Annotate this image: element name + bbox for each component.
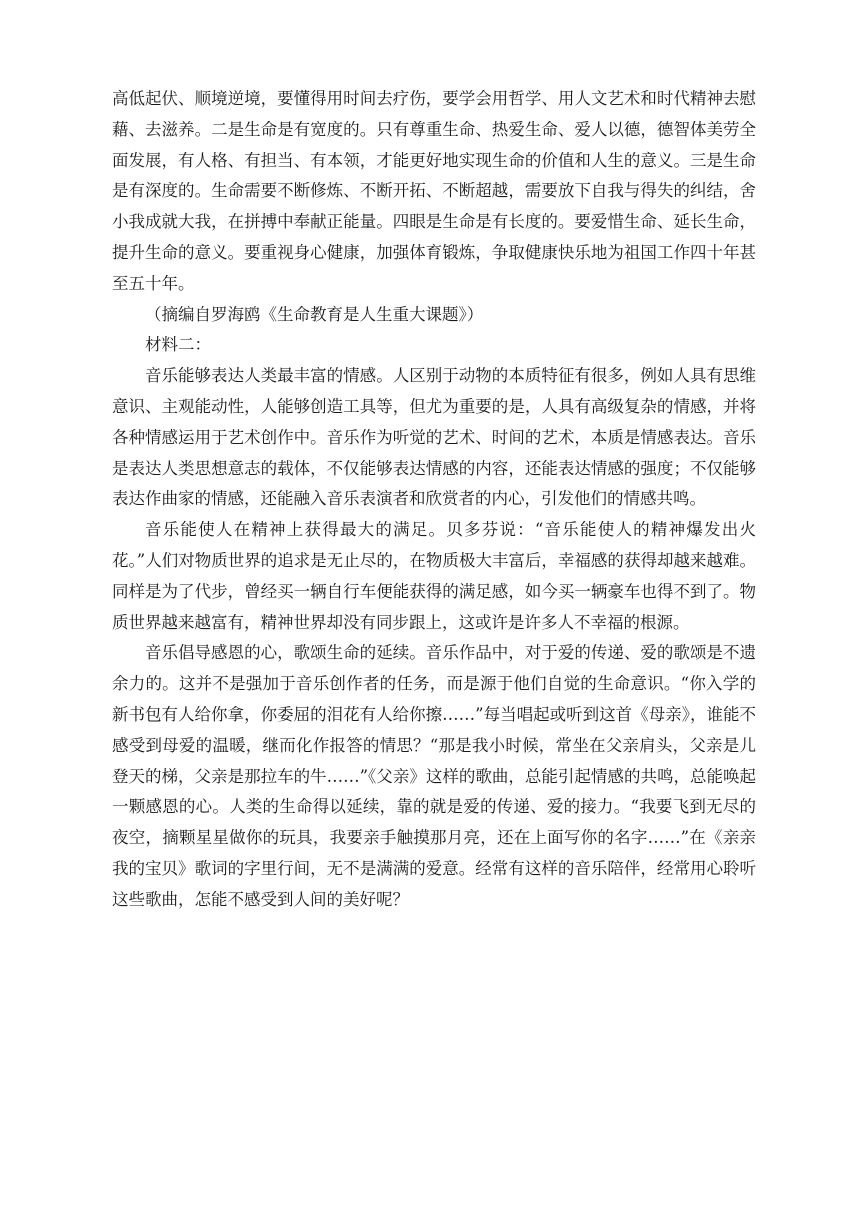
continuation-paragraph: 高低起伏、顺境逆境，要懂得用时间去疗伤，要学会用哲学、用人文艺术和时代精神去慰藉、去滋养。二是生命是有宽度的。只有尊重生命、热爱生命、爱人以德，德智体美劳全面发展，有人格、有担当、有本领，才能更好地实现生命的价值和人生的意义。三是生命是有深度的。生命需要不断修炼、不断开拓、不断超越，需要放下自我与得失的纠结，舍小我成就大我，在拼搏中奉献正能量。四眼是生命是有长度的。要爱惜生命、延长生命，提升生命的意义。要重视身心健康，加强体育锻炼，争取健康快乐地为祖国工作四十年甚至五十年。 xyxy=(112,89,756,293)
body-paragraph: 音乐能够表达人类最丰富的情感。人区别于动物的本质特征有很多，例如人具有思维意识、主观能动性，人能够创造工具等，但尤为重要的是，人具有高级复杂的情感，并将各种情感运用于艺术创作中。音乐作为听觉的艺术、时间的艺术，本质是情感表达。音乐是表达人类思想意志的载体，不仅能够表达情感的内容，还能表达情感的强度；不仅能够表达作曲家的情感，还能融入音乐表演者和欣赏者的内心，引发他们的情感共鸣。 xyxy=(112,366,756,509)
body-paragraph: 音乐能使人在精神上获得最大的满足。贝多芬说：“音乐能使人的精神爆发出火花。”人们对物质世界的追求是无止尽的，在物质极大丰富后，幸福感的获得却越来越难。同样是为了代步，曾经买一辆自行车便能获得的满足感，如今买一辆豪车也得不到了。物质世界越来越富有，精神世界却没有同步跟上，这或许是许多人不幸福的根源。 xyxy=(112,520,756,632)
document-page xyxy=(112,84,756,916)
material-label: 材料二： xyxy=(145,335,211,355)
source-citation: （摘编自罗海鸥《生命教育是人生重大课题》） xyxy=(145,304,484,324)
body-paragraph: 音乐倡导感恩的心，歌颂生命的延续。音乐作品中，对于爱的传递、爱的歌颂是不遗余力的。这并不是强加于音乐创作者的任务，而是源于他们自觉的生命意识。“你入学的新书包有人给你拿，你委屈的泪花有人给你擦……”每当唱起或听到这首《母亲》，谁能不感受到母爱的温暖，继而化作报答的情思？“那是我小时候，常坐在父亲肩头，父亲是儿登天的梯，父亲是那拉车的牛……”《父亲》这样的歌曲，总能引起情感的共鸣，总能唤起一颗感恩的心。人类的生命得以延续，靠的就是爱的传递、爱的接力。“我要飞到无尽的夜空，摘颗星星做你的玩具，我要亲手触摸那月亮，还在上面写你的名字……”在《亲亲我的宝贝》歌词的字里行间，无不是满满的爱意。经常有这样的音乐陪伴，经常用心聆听这些歌曲，怎能不感受到人间的美好呢？ xyxy=(112,643,756,909)
